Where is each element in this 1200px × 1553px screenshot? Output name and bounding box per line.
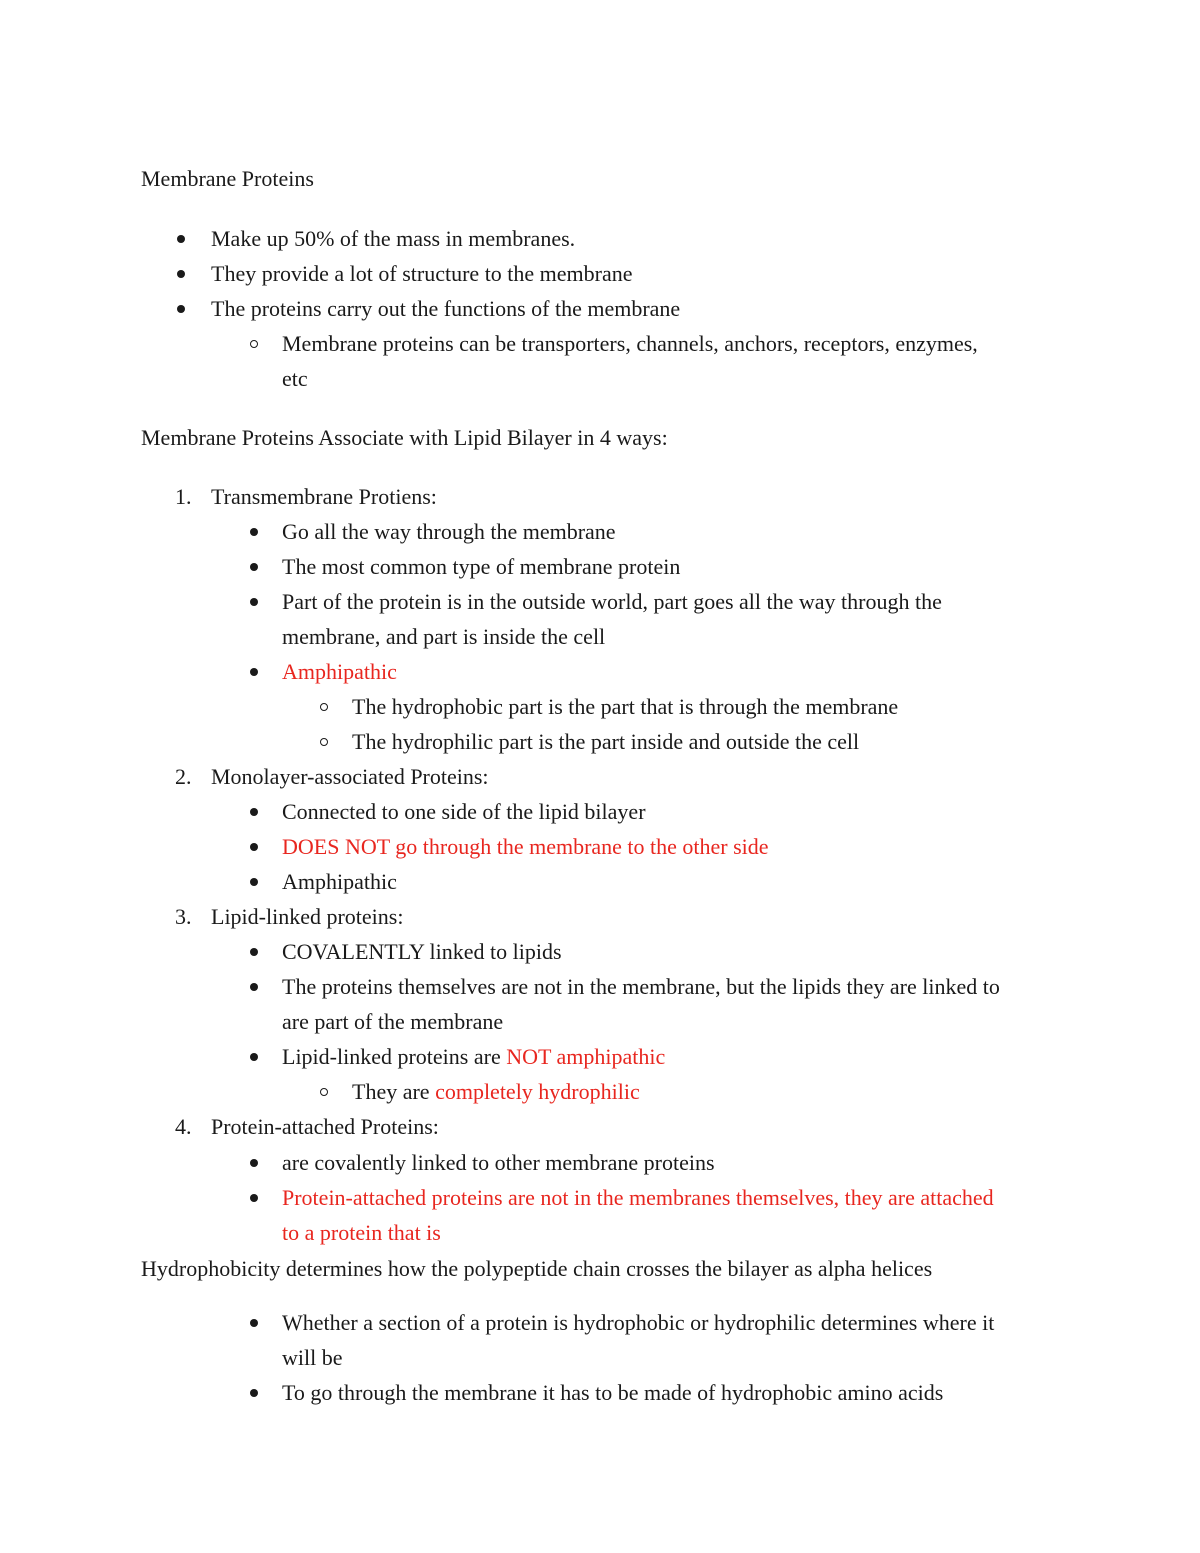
list-item: To go through the membrane it has to be made of hydrophobic amino acids bbox=[282, 1380, 944, 1405]
list-item: Go all the way through the membrane bbox=[282, 519, 616, 544]
list-item-continuation: etc bbox=[282, 366, 308, 391]
hollow-bullet-icon bbox=[320, 1088, 328, 1096]
list-item-title: Monolayer-associated Proteins: bbox=[211, 764, 489, 789]
list-item: Membrane proteins can be transporters, channels, anchors, receptors, enzymes, bbox=[282, 331, 978, 356]
bullet-icon bbox=[250, 878, 258, 886]
section-heading-associate: Membrane Proteins Associate with Lipid Bilayer in 4 ways: bbox=[141, 425, 668, 450]
list-item: The hydrophilic part is the part inside and outside the cell bbox=[352, 729, 860, 754]
list-item bbox=[282, 1042, 665, 1072]
list-item: The proteins carry out the functions of the membrane bbox=[211, 296, 681, 321]
bullet-icon bbox=[250, 1053, 258, 1061]
bullet-icon bbox=[250, 598, 258, 606]
bullet-icon bbox=[177, 270, 185, 278]
bullet-icon bbox=[250, 1194, 258, 1202]
list-item-title: Transmembrane Protiens: bbox=[211, 484, 437, 509]
list-item-text: Lipid-linked proteins are bbox=[282, 1044, 507, 1069]
list-item: The hydrophobic part is the part that is through the membrane bbox=[352, 694, 899, 719]
list-item: The most common type of membrane protein bbox=[282, 554, 681, 579]
hollow-bullet-icon bbox=[250, 340, 258, 348]
bullet-icon bbox=[250, 983, 258, 991]
list-item-highlight: DOES NOT go through the membrane to the other side bbox=[282, 834, 769, 859]
list-item: Amphipathic bbox=[282, 869, 397, 894]
hollow-bullet-icon bbox=[320, 703, 328, 711]
bullet-icon bbox=[177, 305, 185, 313]
list-item-title: Lipid-linked proteins: bbox=[211, 904, 404, 929]
list-item bbox=[352, 1077, 640, 1107]
list-item-highlight: Protein-attached proteins are not in the membranes themselves, they are attached bbox=[282, 1185, 994, 1210]
list-item-continuation: membrane, and part is inside the cell bbox=[282, 624, 606, 649]
bullet-icon bbox=[250, 808, 258, 816]
list-number: 1. bbox=[175, 484, 192, 509]
list-item: COVALENTLY linked to lipids bbox=[282, 939, 562, 964]
list-number: 3. bbox=[175, 904, 192, 929]
list-item: are covalently linked to other membrane proteins bbox=[282, 1150, 715, 1175]
section-heading-hydrophobicity: Hydrophobicity determines how the polypeptide chain crosses the bilayer as alpha helices bbox=[141, 1256, 933, 1281]
list-item-continuation: to a protein that is bbox=[282, 1220, 441, 1245]
bullet-icon bbox=[250, 563, 258, 571]
list-item-continuation: will be bbox=[282, 1345, 343, 1370]
list-item-highlight: completely hydrophilic bbox=[435, 1079, 640, 1104]
list-item: They provide a lot of structure to the membrane bbox=[211, 261, 633, 286]
list-item: Whether a section of a protein is hydrophobic or hydrophilic determines where it bbox=[282, 1310, 995, 1335]
list-item-title: Protein-attached Proteins: bbox=[211, 1114, 439, 1139]
list-item: The proteins themselves are not in the membrane, but the lipids they are linked to bbox=[282, 974, 1000, 999]
list-number: 2. bbox=[175, 764, 192, 789]
bullet-icon bbox=[250, 843, 258, 851]
list-item: Make up 50% of the mass in membranes. bbox=[211, 226, 576, 251]
list-item-continuation: are part of the membrane bbox=[282, 1009, 504, 1034]
bullet-icon bbox=[250, 668, 258, 676]
bullet-icon bbox=[250, 1389, 258, 1397]
bullet-icon bbox=[177, 235, 185, 243]
list-item-highlight: NOT amphipathic bbox=[506, 1044, 666, 1069]
list-number: 4. bbox=[175, 1114, 192, 1139]
list-item-text: They are bbox=[352, 1079, 436, 1104]
list-item: Part of the protein is in the outside world, part goes all the way through the bbox=[282, 589, 942, 614]
bullet-icon bbox=[250, 528, 258, 536]
bullet-icon bbox=[250, 1319, 258, 1327]
section-heading-membrane-proteins: Membrane Proteins bbox=[141, 166, 314, 191]
hollow-bullet-icon bbox=[320, 738, 328, 746]
list-item: Connected to one side of the lipid bilayer bbox=[282, 799, 646, 824]
bullet-icon bbox=[250, 948, 258, 956]
bullet-icon bbox=[250, 1159, 258, 1167]
list-item-highlight: Amphipathic bbox=[282, 659, 397, 684]
